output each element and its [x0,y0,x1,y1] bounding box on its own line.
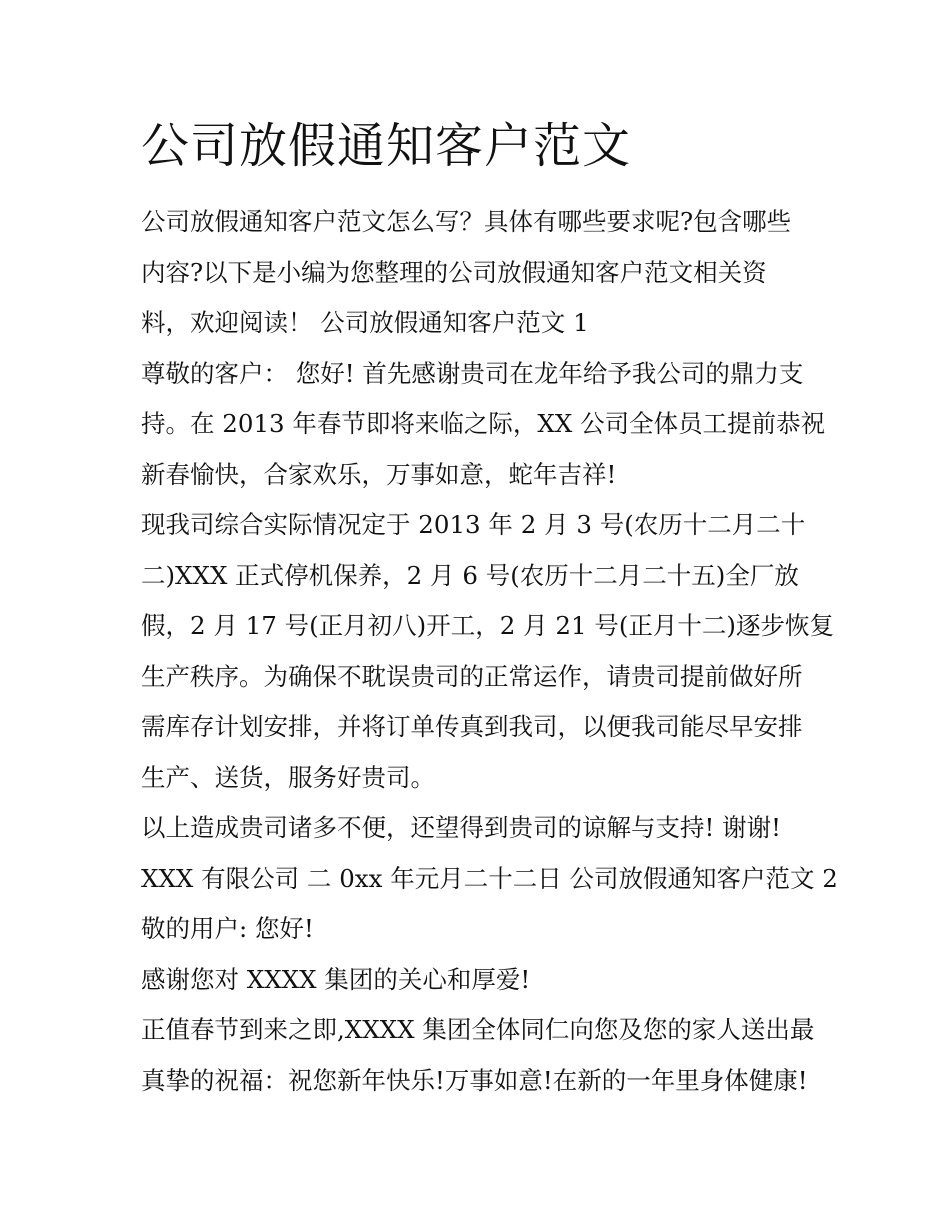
body-line: 正值春节到来之即,XXXX 集团全体同仁向您及您的家人送出最 [141,1015,815,1044]
body-line: 二)XXX 正式停机保养，2 月 6 号(农历十二月二十五)全厂放 [141,560,799,590]
body-line: 生产、送货，服务好贵司。 [141,762,435,792]
body-line: 感谢您对 XXXX 集团的关心和厚爱! [141,964,531,994]
body-line: 料，欢迎阅读！ 公司放假通知客户范文 1 [141,308,589,337]
body-line: 敬的用户: 您好! [141,914,314,943]
body-line: 内容?以下是小编为您整理的公司放假通知客户范文相关资 [141,257,767,287]
body-line: 尊敬的客户： 您好! 首先感谢贵司在龙年给予我公司的鼎力支 [141,358,804,388]
document-body [141,197,838,1106]
body-line: 真挚的祝福：祝您新年快乐!万事如意!在新的一年里身体健康! [141,1065,808,1095]
body-line: 需库存计划安排，并将订单传真到我司，以便我司能尽早安排 [141,712,803,741]
body-line: XXX 有限公司 二 0xx 年元月二十二日 公司放假通知客户范文 2 [141,863,838,893]
body-line: 假，2 月 17 号(正月初八)开工，2 月 21 号(正月十二)逐步恢复 [141,611,834,640]
body-line: 公司放假通知客户范文怎么写？具体有哪些要求呢?包含哪些 [141,207,792,236]
body-line: 现我司综合实际情况定于 2013 年 2 月 3 号(农历十二月二十 [141,510,806,539]
body-line: 以上造成贵司诸多不便，还望得到贵司的谅解与支持! 谢谢! [141,813,781,842]
body-line: 持。在 2013 年春节即将来临之际，XX 公司全体员工提前恭祝 [141,409,826,438]
document-title: 公司放假通知客户范文 [141,118,632,174]
body-line: 新春愉快，合家欢乐，万事如意，蛇年吉祥! [141,459,617,489]
body-line: 生产秩序。为确保不耽误贵司的正常运作，请贵司提前做好所 [141,661,803,691]
